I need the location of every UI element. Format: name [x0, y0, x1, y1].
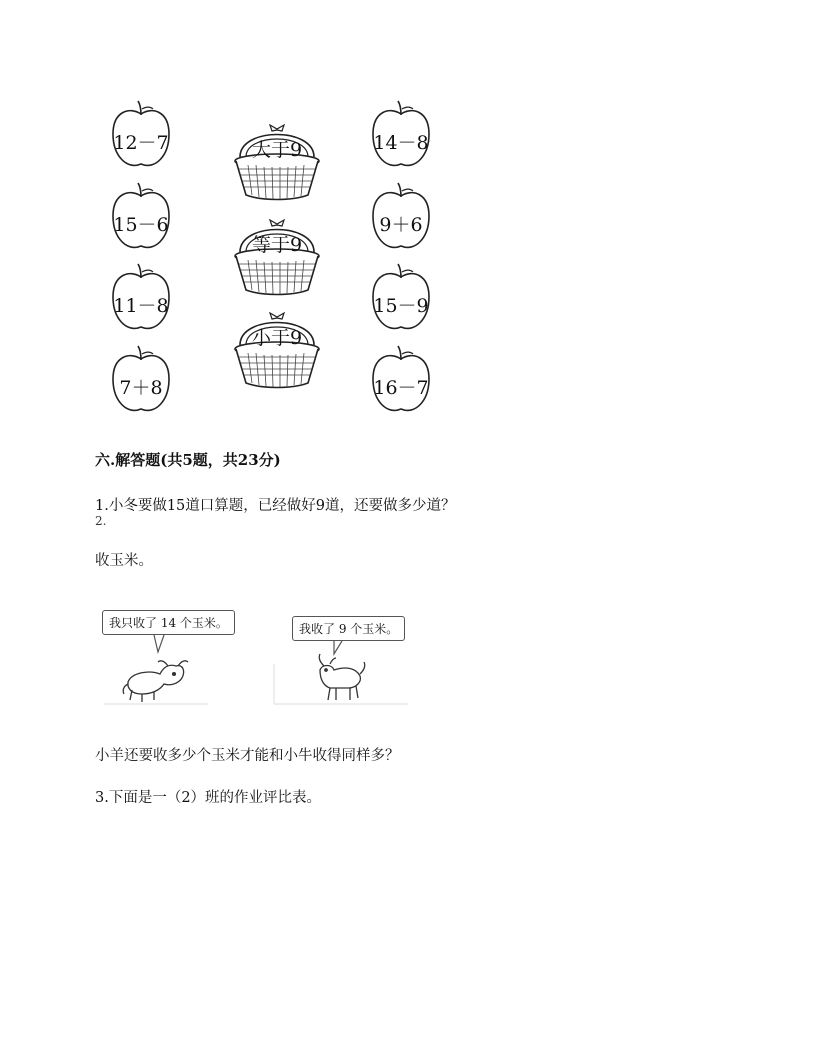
- apple-expression: 11－8: [113, 295, 169, 317]
- apple-left-4: [109, 345, 173, 417]
- basket-label: 等于9: [251, 234, 303, 256]
- question-2-intro: 收玉米。: [95, 553, 153, 569]
- goat-speech-text: 我收了 9 个玉米。: [299, 622, 399, 636]
- apple-left-1: [109, 100, 173, 172]
- apple-right-4: [369, 345, 433, 417]
- apple-right-1: [369, 100, 433, 172]
- basket-less: [232, 305, 322, 389]
- apple-right-3: [369, 263, 433, 335]
- basket-label: 小于9: [251, 327, 303, 349]
- question-3: 3.下面是一（2）班的作业评比表。: [95, 790, 322, 806]
- apple-left-2: [109, 182, 173, 254]
- goat-icon: [319, 654, 365, 700]
- apple-expression: 9＋6: [379, 214, 423, 236]
- basket-label: 大于9: [251, 139, 303, 161]
- apple-expression: 7＋8: [119, 377, 163, 399]
- animals-icon: [98, 604, 418, 708]
- basket-equal: [232, 212, 322, 296]
- ox-speech-text: 我只收了 14 个玉米。: [109, 616, 228, 630]
- section-title: 六.解答题(共5题，共23分): [95, 451, 281, 469]
- apple-left-3: [109, 263, 173, 335]
- apple-expression: 15－9: [373, 295, 429, 317]
- apple-expression: 12－7: [113, 132, 169, 154]
- apple-expression: 15－6: [113, 214, 169, 236]
- basket-greater: [232, 117, 322, 201]
- apple-right-2: [369, 182, 433, 254]
- harvest-illustration: [98, 604, 418, 708]
- question-2-question: 小羊还要收多少个玉米才能和小牛收得同样多？: [95, 748, 400, 764]
- apple-expression: 16－7: [373, 377, 429, 399]
- question-1: 1.小冬要做15道口算题，已经做好9道，还要做多少道？: [95, 498, 456, 514]
- question-2-number: 2.: [95, 514, 107, 528]
- apple-expression: 14－8: [373, 132, 429, 154]
- ox-icon: [123, 661, 188, 702]
